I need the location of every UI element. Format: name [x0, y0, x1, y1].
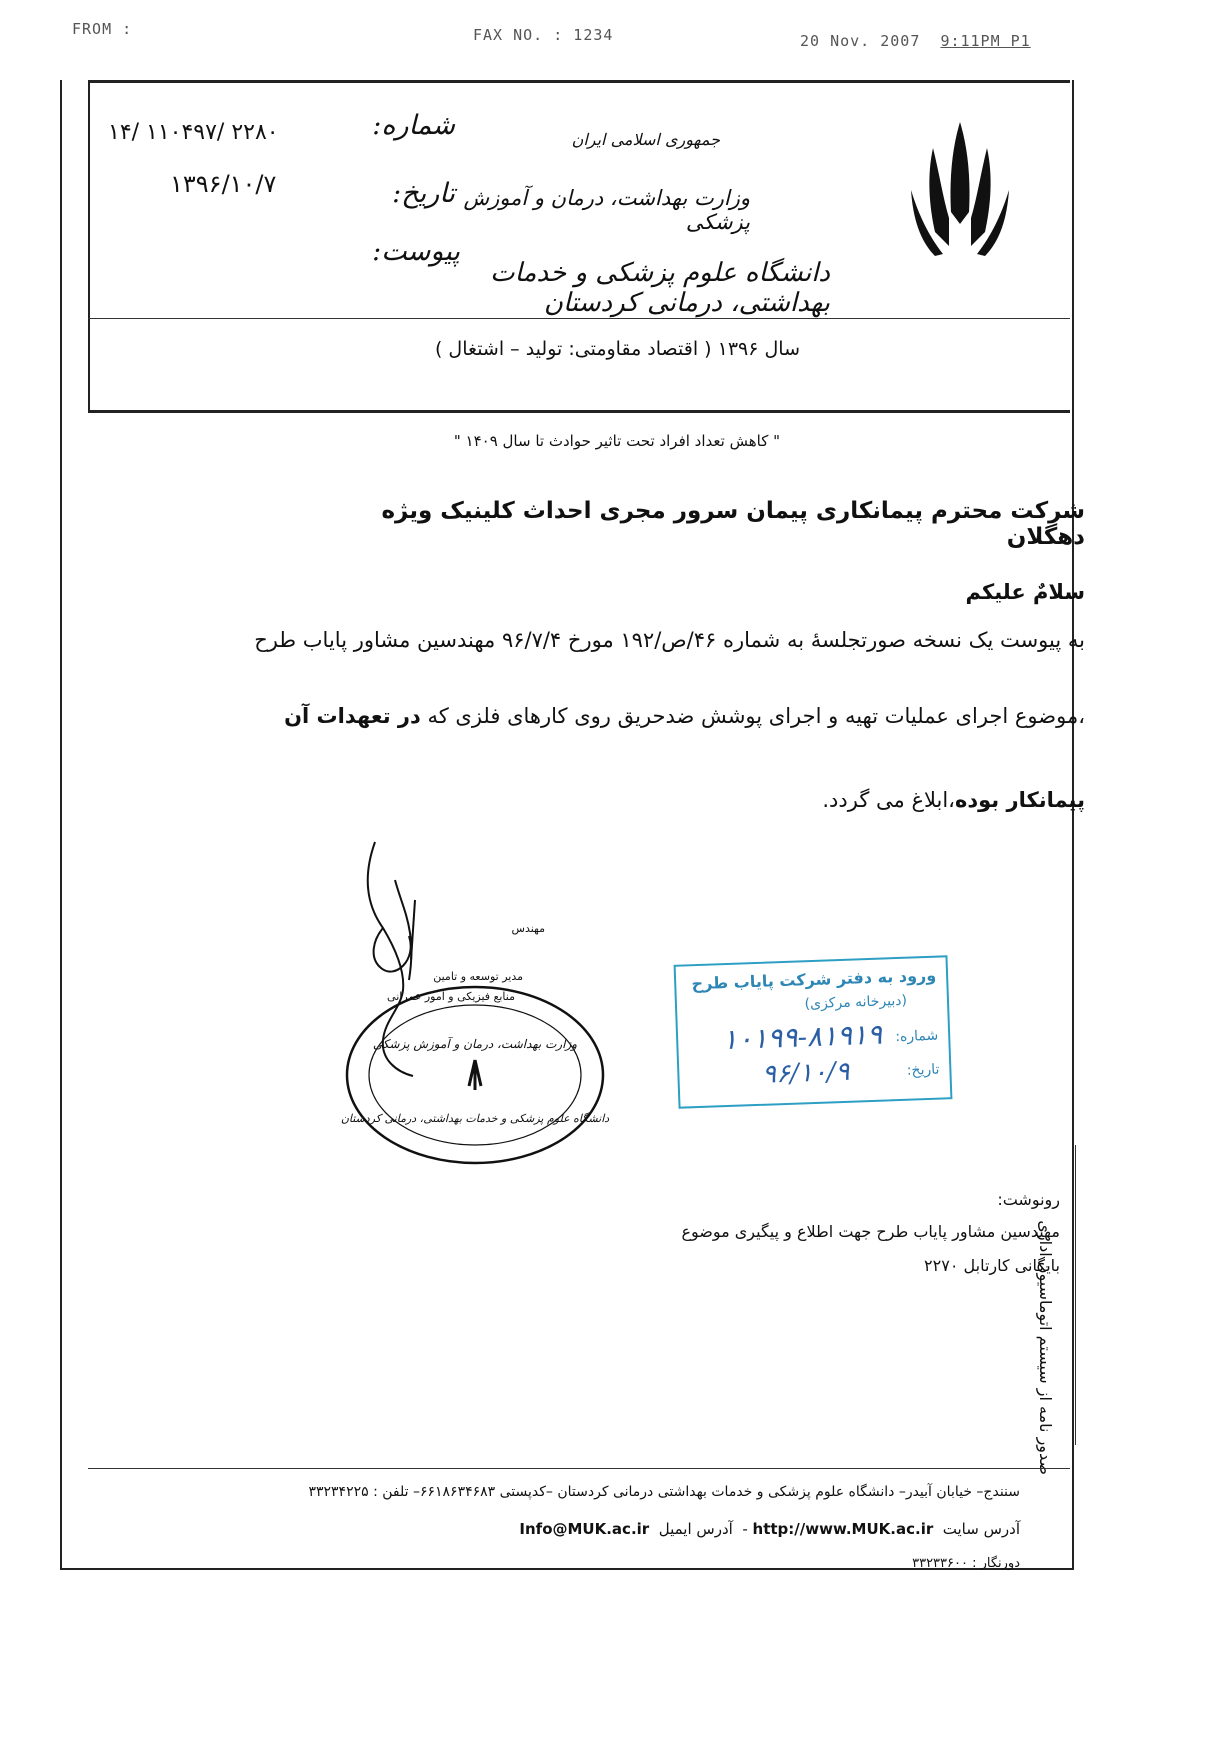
cc-title: رونوشت: — [997, 1190, 1060, 1209]
fax-date: 20 Nov. 2007 — [800, 32, 921, 50]
stamp-title: ورود به دفتر شرکت پایاب طرح — [691, 965, 937, 994]
republic-title: جمهوری اسلامی ایران — [571, 130, 720, 149]
body-line-3-text: ،ابلاغ می گردد. — [822, 788, 955, 812]
stamp-number-label: شماره: — [895, 1027, 939, 1046]
footer-address: سنندج– خیابان آبیدر– دانشگاه علوم پزشکی و خدمات بهداشتی درمانی کردستان –کدپستی ۶۶۱۸۶۳۴۶۸۳– تلفن : ۳۳۲۳۴۲۲۵ — [308, 1484, 1020, 1500]
side-rule — [1075, 1145, 1076, 1445]
year-slogan: سال ۱۳۹۶ ( اقتصاد مقاومتی: تولید – اشتغال ) — [434, 338, 800, 360]
recipient: شرکت محترم پیمانکاری پیمان سرور مجری احداث کلینیک ویژه دهگلان — [381, 498, 1085, 550]
fax-number: FAX NO. : 1234 — [473, 26, 614, 44]
frame-top-rule — [88, 80, 1070, 83]
footer-contacts: آدرس سایت http://www.MUK.ac.ir - آدرس ایمیل Info@MUK.ac.ir — [519, 1520, 1020, 1538]
signer-line-2: مدیر توسعه و تامین — [433, 970, 523, 983]
header-bottom-rule — [88, 410, 1070, 413]
receipt-stamp — [674, 955, 953, 1108]
seal-inner-text: دانشگاه علوم پزشکی و خدمات بهداشتی، درمانی کردستان — [340, 1112, 610, 1125]
header-left-rule — [88, 80, 90, 410]
fax-time-page: 9:11PM P1 — [940, 32, 1031, 50]
seal-text: وزارت بهداشت، درمان و آموزش پزشکی — [372, 1037, 578, 1051]
number-label: شماره: — [372, 110, 455, 141]
letter-number: ۱۴/ ۱۱۰۴۹۷/ ۲۲۸۰ — [108, 120, 279, 145]
signature-seal — [325, 840, 625, 1170]
body-line-1: به پیوست یک نسخه صورتجلسهٔ به شماره ۴۶/ص/۱۹۲ مورخ ۹۶/۷/۴ مهندسین مشاور پایاب طرح — [254, 628, 1085, 652]
signer-line-1: مهندس — [511, 922, 545, 935]
ministry-title: وزارت بهداشت، درمان و آموزش پزشکی — [463, 186, 750, 234]
stamp-date-label: تاریخ: — [906, 1061, 940, 1079]
email-link[interactable]: Info@MUK.ac.ir — [519, 1520, 650, 1538]
stamp-number: ۱۰۱۹۹-۸۱۹۱۹ — [721, 1017, 883, 1057]
website-link[interactable]: http://www.MUK.ac.ir — [752, 1520, 934, 1538]
side-note: صدور نامه از سیستم اتوماسیون اداری — [1036, 1220, 1055, 1475]
university-emblem-icon — [905, 120, 1015, 260]
signer-line-3: منابع فیزیکی و امور عمرانی — [387, 990, 515, 1003]
body-line-3 — [100, 788, 1085, 812]
letter-date: ۱۳۹۶/۱۰/۷ — [170, 170, 277, 198]
fax-date-time — [800, 32, 1031, 50]
stamp-subtitle: (دبیرخانه مرکزی) — [804, 992, 908, 1013]
date-label: تاریخ: — [392, 178, 455, 209]
body-line-2-text: ،موضوع اجرای عملیات تهیه و اجرای پوشش ضدحریق روی کارهای فلزی که — [420, 704, 1085, 728]
footer-fax: دورنگار : ۳۳۲۳۳۶۰۰ — [912, 1556, 1020, 1571]
seal-emblem-icon — [469, 1060, 481, 1090]
cc-line-2: بایگانی کارتابل ۲۲۷۰ — [924, 1256, 1060, 1275]
header-divider — [88, 318, 1070, 319]
fax-from: FROM : — [72, 20, 133, 38]
website-label: آدرس سایت — [942, 1520, 1020, 1538]
university-title: دانشگاه علوم پزشکی و خدمات بهداشتی، درمانی کردستان — [490, 258, 830, 318]
body-line-3-bold: پیمانکار بوده — [954, 788, 1085, 812]
cc-line-1: مهندسین مشاور پایاب طرح جهت اطلاع و پیگیری موضوع — [681, 1222, 1060, 1241]
email-label: آدرس ایمیل — [658, 1520, 733, 1538]
body-line-2-bold: در تعهدات آن — [284, 704, 421, 728]
stamp-date: ۹۶/۱۰/۹ — [761, 1056, 850, 1090]
body-line-2 — [100, 704, 1085, 728]
attachment-label: پیوست: — [372, 236, 460, 267]
secondary-slogan: " کاهش تعداد افراد تحت تاثیر حوادث تا سال ۱۴۰۹ " — [453, 432, 780, 450]
footer-divider — [88, 1468, 1070, 1469]
greeting: سلامٌ علیکم — [965, 580, 1085, 604]
